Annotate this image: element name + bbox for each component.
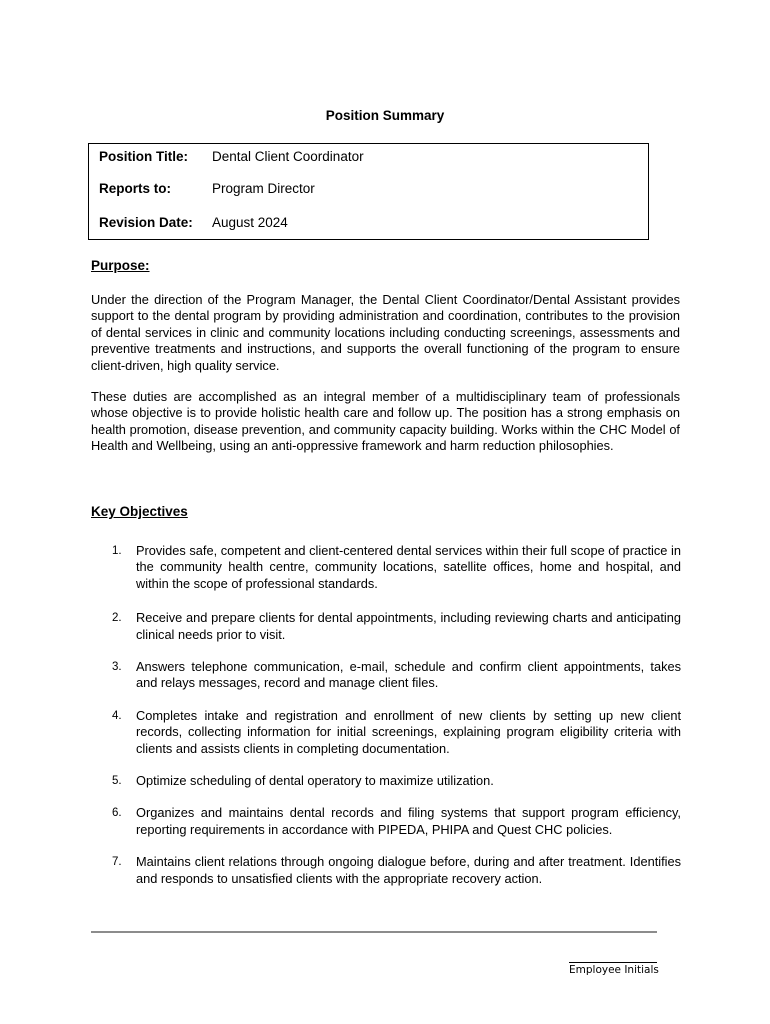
objective-item-1	[91, 543, 681, 592]
position-summary-table	[88, 143, 649, 240]
objective-number: 6.	[112, 807, 122, 820]
objective-text: Completes intake and registration and enrollment of new clients by setting up new client records, collecting information for initial screenings, explaining program eligibility criteria with clients and assists clients in completing documentation.	[136, 707, 681, 756]
reports-to-row	[99, 181, 315, 196]
position-title-row	[99, 149, 364, 164]
purpose-paragraph-1: Under the direction of the Program Manager, the Dental Client Coordinator/Dental Assistant provides support to the dental program by providing administration and coordination, contributes to the provision of dental services in clinic and community locations including conducting screenings, assessments and preventive treatments and instructions, and supports the overall functioning of the program to ensure client-driven, high quality service.	[91, 292, 680, 373]
objective-number: 5.	[112, 775, 122, 788]
objective-item-5	[91, 773, 681, 789]
objective-number: 4.	[112, 709, 122, 722]
objective-number: 2.	[112, 612, 122, 625]
objective-number: 3.	[112, 661, 122, 674]
reports-to-value: Program Director	[212, 181, 315, 196]
objective-number: 1.	[112, 545, 122, 557]
objective-text: Organizes and maintains dental records and filing systems that support program efficiency, reporting requirements in accordance with PIPEDA, PHIPA and Quest CHC policies.	[136, 805, 681, 837]
objective-text: Provides safe, competent and client-centered dental services within their full scope of practice in the community health centre, community locations, satellite offices, home and hospital, and within the scope of professional standards.	[136, 543, 681, 591]
objective-item-3	[91, 659, 681, 692]
key-objectives-heading: Key Objectives	[91, 504, 188, 519]
objective-text: Answers telephone communication, e-mail, schedule and confirm client appointments, takes and relays messages, record and manage client files.	[136, 659, 681, 691]
key-objectives-list	[91, 543, 681, 887]
reports-to-label: Reports to:	[99, 181, 171, 196]
revision-date-label: Revision Date:	[99, 215, 193, 230]
revision-date-row	[99, 215, 288, 230]
objective-item-6	[91, 805, 681, 838]
purpose-heading: Purpose:	[91, 258, 150, 273]
position-title-label: Position Title:	[99, 149, 189, 164]
purpose-paragraph-2: These duties are accomplished as an integral member of a multidisciplinary team of professionals whose objective is to provide holistic health care and follow up. The position has a strong emphasis on health promotion, disease prevention, and community capacity building. Works within the CHC Model of Health and Wellbeing, using an anti-oppressive framework and harm reduction philosophies.	[91, 389, 680, 454]
objective-number: 7.	[112, 856, 122, 869]
revision-date-value: August 2024	[212, 215, 288, 230]
initials-signature-line[interactable]	[569, 962, 657, 963]
objective-text: Receive and prepare clients for dental appointments, including reviewing charts and anticipating clinical needs prior to visit.	[136, 610, 681, 642]
objective-text: Maintains client relations through ongoing dialogue before, during and after treatment. Identifies and responds to unsatisfied clients with the appropriate recovery action.	[136, 854, 681, 886]
footer-divider	[91, 931, 657, 933]
page-heading: Position Summary	[325, 108, 445, 123]
employee-initials-label: Employee Initials	[569, 964, 659, 976]
position-title-value: Dental Client Coordinator	[212, 149, 364, 164]
objective-item-4	[91, 708, 681, 757]
objective-item-2	[91, 610, 681, 643]
objective-item-7	[91, 854, 681, 887]
objective-text: Optimize scheduling of dental operatory to maximize utilization.	[136, 773, 494, 789]
